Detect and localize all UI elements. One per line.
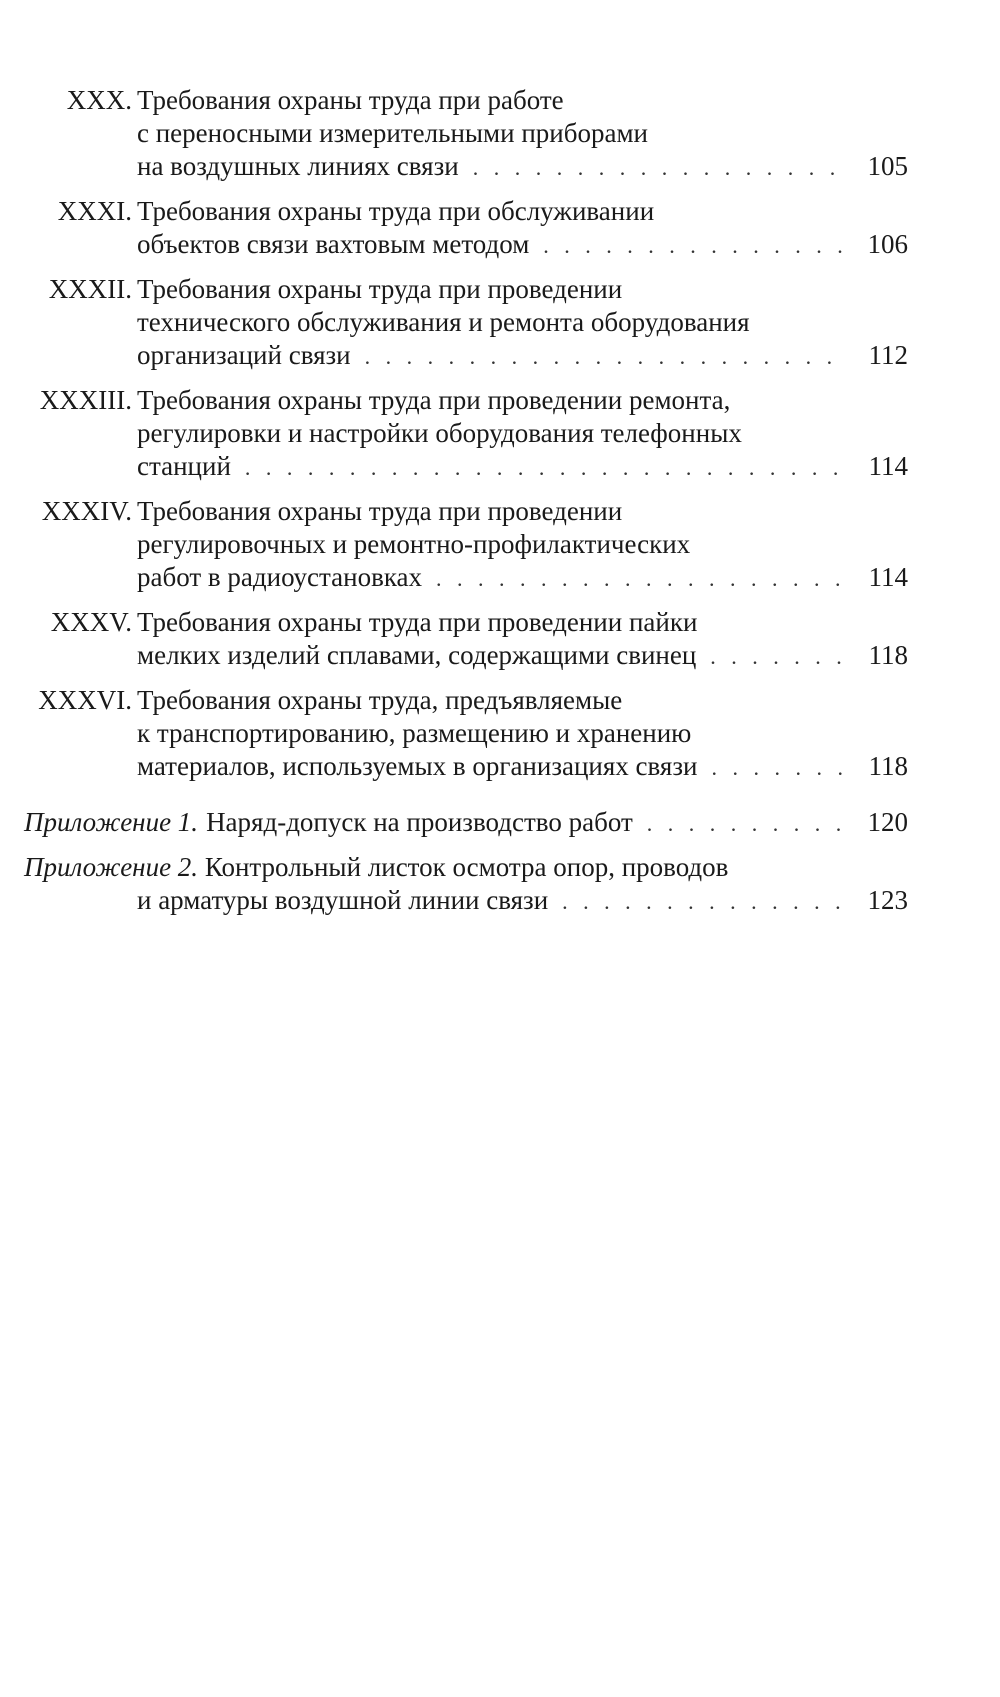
page-number: 112: [868, 340, 908, 370]
entry-title-line: Требования охраны труда при проведении: [137, 496, 623, 526]
entry-title-line: Требования охраны труда при проведении пайки: [137, 607, 698, 637]
section-number: XXXIII.: [39, 385, 132, 415]
section-number: XXXIV.: [41, 496, 132, 526]
section-number: XXXVI.: [38, 685, 132, 715]
dot-leader: [562, 885, 844, 918]
page-number: 114: [868, 562, 908, 592]
entry-title-line: Требования охраны труда при обслуживании: [137, 196, 655, 226]
entry-title-line: мелких изделий сплавами, содержащими свинец: [137, 640, 697, 670]
appendix-label: Приложение 2.: [24, 852, 199, 882]
entry-title-line: станций: [137, 451, 231, 481]
dot-leader: [245, 451, 844, 484]
dot-leader: [436, 562, 844, 595]
page-number: 118: [868, 751, 908, 781]
page-number: 114: [868, 451, 908, 481]
entry-title-line: Требования охраны труда при проведении ремонта,: [137, 385, 731, 415]
dot-leader: [710, 640, 844, 673]
entry-title-line: работ в радиоустановках: [137, 562, 423, 592]
page-number: 120: [867, 807, 908, 837]
entry-title-line: материалов, используемых в организациях связи: [137, 751, 698, 781]
section-number: XXXV.: [50, 607, 132, 637]
page-number: 105: [867, 151, 908, 181]
table-of-contents: [0, 84, 1000, 918]
entry-title-line: Требования охраны труда, предъявляемые: [137, 685, 623, 715]
dot-leader: [365, 340, 844, 373]
entry-title-line: объектов связи вахтовым методом: [137, 229, 530, 259]
toc-entry[interactable]: [0, 273, 1000, 373]
dot-leader: [647, 807, 844, 840]
dot-leader: [711, 751, 844, 784]
entry-title-line: на воздушных линиях связи: [137, 151, 459, 181]
toc-appendix-entry[interactable]: [0, 806, 1000, 840]
entry-title-line: регулировки и настройки оборудования телефонных: [137, 418, 742, 448]
entry-title-line: организаций связи: [137, 340, 351, 370]
entry-title-line: Наряд-допуск на производство работ: [206, 807, 633, 837]
appendix-label: Приложение 1.: [24, 807, 199, 837]
entry-title-line: к транспортированию, размещению и хранению: [137, 718, 692, 748]
entry-title-line: Требования охраны труда при проведении: [137, 274, 623, 304]
dot-leader: [543, 229, 844, 262]
entry-title-line: с переносными измерительными приборами: [137, 118, 648, 148]
entry-title-line: технического обслуживания и ремонта оборудования: [137, 307, 750, 337]
toc-entry[interactable]: [0, 84, 1000, 184]
toc-entry[interactable]: [0, 495, 1000, 595]
page-number: 123: [867, 885, 908, 915]
page-number: 118: [868, 640, 908, 670]
section-number: XXX.: [66, 85, 132, 115]
entry-title-line: Требования охраны труда при работе: [137, 85, 564, 115]
entry-title-line: Контрольный листок осмотра опор, проводов: [204, 852, 729, 882]
toc-entry[interactable]: [0, 195, 1000, 262]
toc-appendix-entry[interactable]: [0, 851, 1000, 918]
entry-title-line: и арматуры воздушной линии связи: [137, 885, 549, 915]
page-number: 106: [867, 229, 908, 259]
toc-entry[interactable]: [0, 606, 1000, 673]
dot-leader: [473, 151, 844, 184]
toc-entry[interactable]: [0, 384, 1000, 484]
section-number: XXXI.: [57, 196, 132, 226]
toc-entry[interactable]: [0, 684, 1000, 784]
section-number: XXXII.: [48, 274, 132, 304]
entry-title-line: регулировочных и ремонтно-профилактических: [137, 529, 691, 559]
